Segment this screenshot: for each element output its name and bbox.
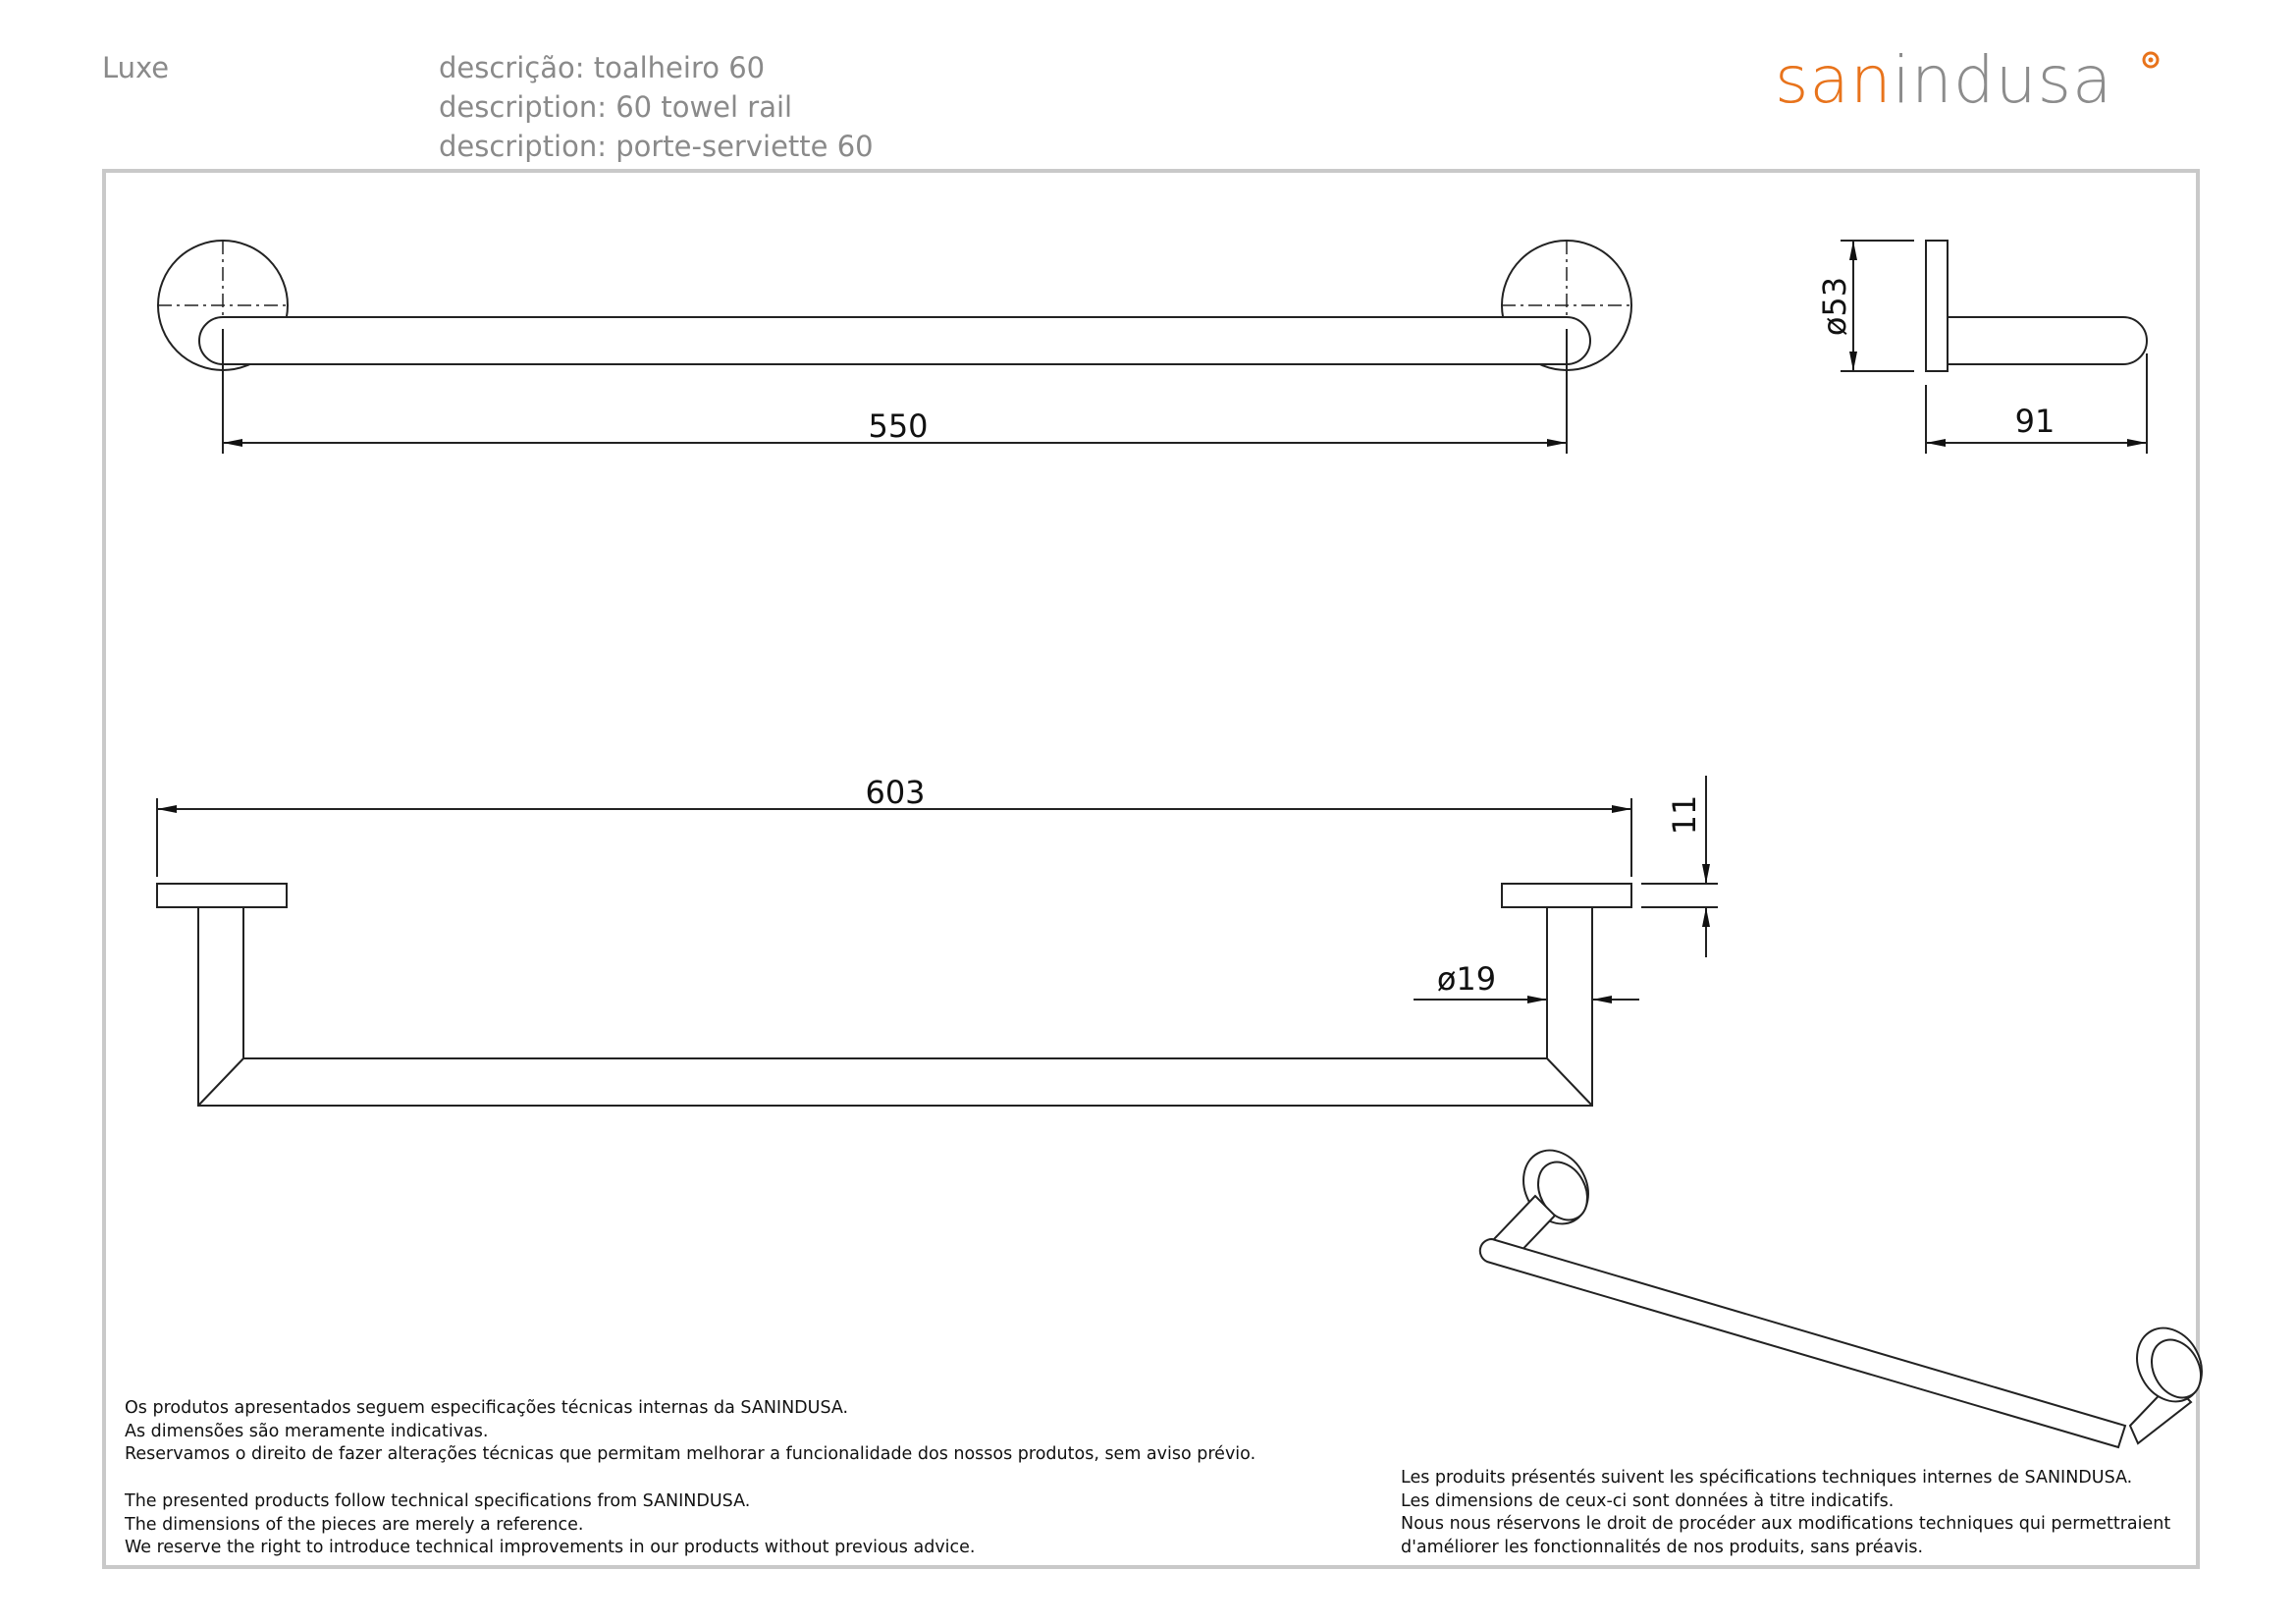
notes-french (1401, 1467, 2170, 1559)
notes-portuguese (125, 1397, 1255, 1467)
note-line: The presented products follow technical specifications from SANINDUSA. (125, 1491, 751, 1511)
series-name: Luxe (102, 51, 170, 84)
dim-label-11: 11 (1666, 794, 1703, 836)
note-line: The dimensions of the pieces are merely a reference. (125, 1514, 584, 1535)
dim-label-91: 91 (2014, 403, 2056, 440)
perspective-view (1480, 1139, 2215, 1447)
front-right-rosette (1502, 884, 1631, 907)
note-line: d'améliorer les fonctionnalités de nos produits, sans préavis. (1401, 1537, 1924, 1557)
front-view (157, 776, 1718, 1106)
note-line: As dimensões são meramente indicativas. (125, 1421, 489, 1441)
dim-label-53: ø53 (1816, 276, 1853, 337)
top-bar (199, 317, 1590, 364)
dim-label-550: 550 (868, 407, 929, 445)
side-view (1841, 241, 2147, 454)
note-line: Les produits présentés suivent les spécifications techniques internes de SANINDUSA. (1401, 1468, 2133, 1488)
note-line: Nous nous réservons le droit de procéder aux modifications techniques qui permettraient (1401, 1514, 2171, 1534)
notes-english (125, 1490, 976, 1560)
description-pt: descrição: toalheiro 60 (439, 51, 766, 84)
note-line: Les dimensions de ceux-ci sont données à titre indicatifs. (1401, 1490, 1895, 1511)
front-bar-outer (198, 907, 1592, 1106)
front-left-rosette (157, 884, 287, 907)
brand-name-suffix: indusa (1892, 47, 2113, 116)
side-bar (1948, 317, 2147, 364)
note-line: Os produtos apresentados seguem especificações técnicas internas da SANINDUSA. (125, 1398, 849, 1418)
dim-label-603: 603 (865, 774, 926, 811)
dim-label-19: ø19 (1436, 960, 1497, 998)
note-line: Reservamos o direito de fazer alterações técnicas que permitam melhorar a funcionalidade dos nossos produtos, sem aviso prévio. (125, 1444, 1256, 1464)
perspective-bar (1480, 1239, 2125, 1447)
side-rosette (1926, 241, 1948, 371)
brand-name-prefix: san (1775, 47, 1893, 116)
description-fr: description: porte-serviette 60 (439, 130, 874, 163)
front-bar-inner (243, 907, 1547, 1058)
note-line: We reserve the right to introduce technical improvements in our products without previous advice. (125, 1538, 976, 1557)
description-en: description: 60 towel rail (439, 90, 793, 124)
